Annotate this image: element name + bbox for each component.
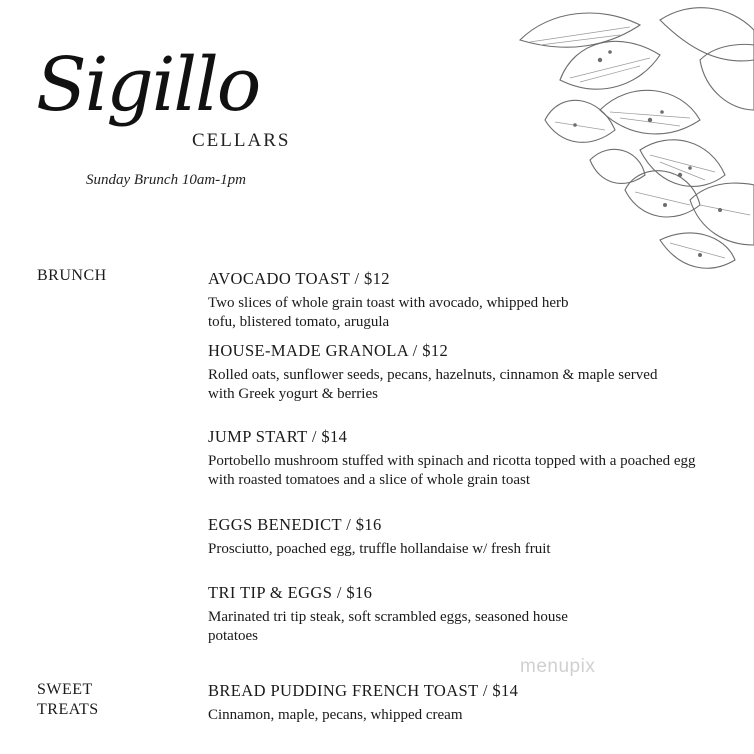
menu-item: [208, 582, 728, 646]
item-description: Cinnamon, maple, pecans, whipped cream: [208, 707, 463, 723]
item-title: EGGS BENEDICT / $16: [208, 515, 382, 534]
item-description: Rolled oats, sunflower seeds, pecans, hazelnuts, cinnamon & maple served with Greek yogurt & berries: [208, 367, 658, 402]
flower-shading: [530, 27, 750, 258]
item-title: JUMP START / $14: [208, 427, 348, 446]
menu-item: [208, 680, 728, 725]
item-title: BREAD PUDDING FRENCH TOAST / $14: [208, 681, 519, 700]
item-description: Marinated tri tip steak, soft scrambled eggs, seasoned house potatoes: [208, 609, 568, 644]
stamen-dots: [573, 50, 722, 257]
section-label-brunch: BRUNCH: [37, 267, 107, 284]
section-label-sweet-treats: SWEET TREATS: [37, 681, 99, 718]
item-title: TRI TIP & EGGS / $16: [208, 583, 373, 602]
flower-cluster-top: [520, 8, 754, 269]
menu-item: [208, 426, 728, 490]
item-title: AVOCADO TOAST / $12: [208, 269, 390, 288]
item-description: Portobello mushroom stuffed with spinach and ricotta topped with a poached egg with roasted tomatoes and a slice of whole grain toast: [208, 453, 696, 488]
brunch-hours: Sunday Brunch 10am-1pm: [86, 172, 246, 188]
item-description: Two slices of whole grain toast with avocado, whipped herb tofu, blistered tomato, arugula: [208, 295, 569, 330]
watermark: menupix: [520, 656, 596, 677]
logo-cellars: CELLARS: [192, 130, 291, 151]
menu-item: [208, 340, 728, 404]
logo-script: Sigillo: [36, 42, 260, 128]
menu-item: [208, 514, 728, 559]
item-description: Prosciutto, poached egg, truffle hollandaise w/ fresh fruit: [208, 541, 551, 557]
item-title: HOUSE-MADE GRANOLA / $12: [208, 341, 449, 360]
logo: [36, 42, 296, 168]
menu-item: [208, 268, 728, 332]
